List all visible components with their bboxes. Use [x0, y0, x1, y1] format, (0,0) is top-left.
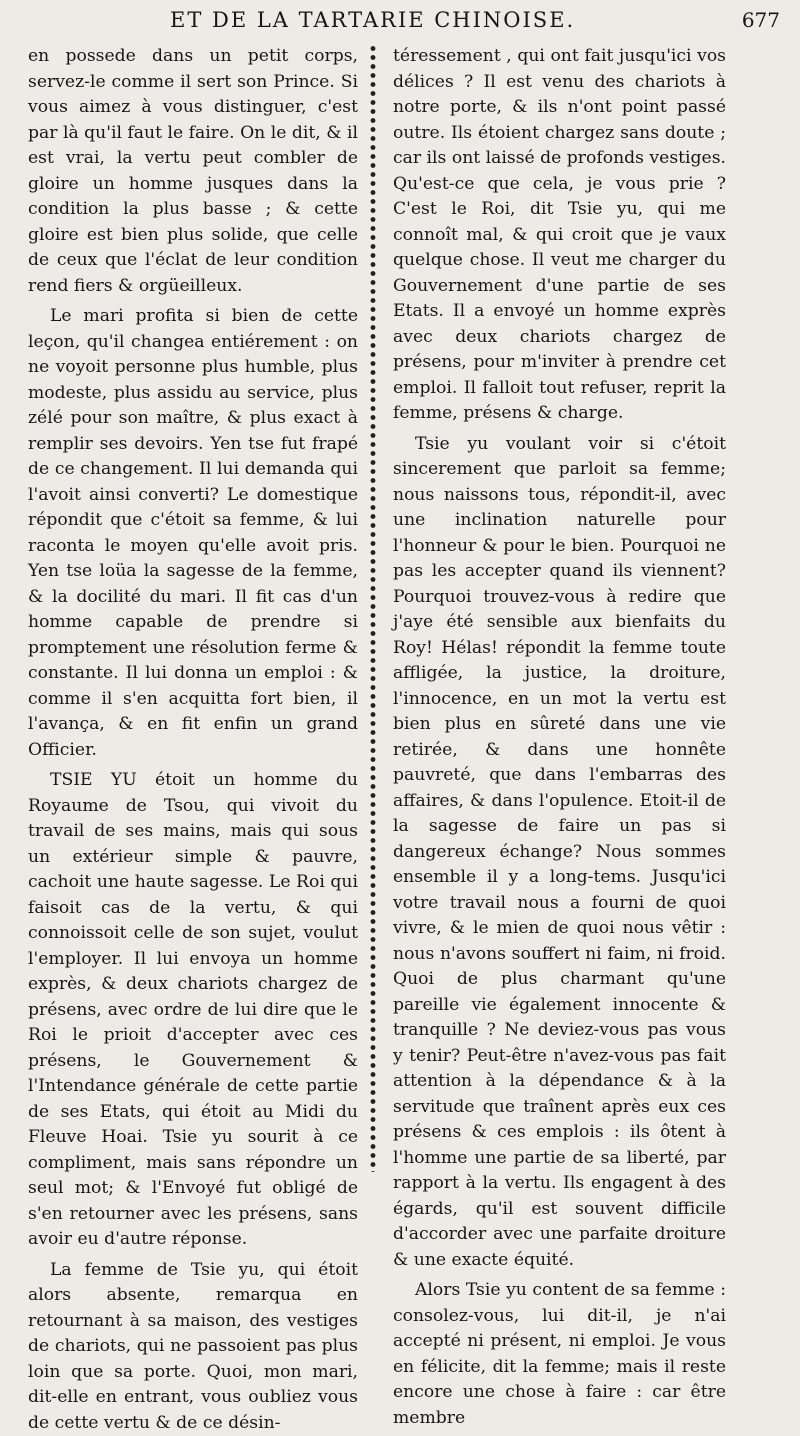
page-number: 677 [742, 8, 780, 32]
paragraph: Le mari profita si bien de cette leçon, qu'il changea entiérement : on ne voyoit personne plus humble, plus modeste, plus assidu au service, plus zélé pour son maître, & plus exact à remplir ses devoirs. Yen tse fut frapé de ce changement. Il lui demanda qui l'avoit ainsi converti? Le domestique répondit que c'étoit sa femme, & lui raconta le moyen qu'elle avoit pris. Yen tse loüa la sagesse de la femme, & la docilité du mari. Il fit cas d'un homme capable de prendre si promptement une résolution ferme & constante. Il lui donna un emploi : & comme il s'en acquitta fort bien, il l'avança, & en fit enfin un grand Officier. [28, 304, 358, 763]
paragraph: en possede dans un petit corps, servez-le comme il sert son Prince. Si vous aimez à vous distinguer, c'est par là qu'il faut le faire. On le dit, & il est vrai, la vertu peut combler de gloire un homme jusques dans la condition la plus basse ; & cette gloire est bien plus solide, que celle de ceux que l'éclat de leur condition rend fiers & orgüeilleux. [28, 44, 358, 299]
paragraph: La femme de Tsie yu, qui étoit alors absente, remarqua en retournant à sa maison, des vestiges de chariots, qui ne passoient pas plus loin que sa porte. Quoi, mon mari, dit-elle en entrant, vous oubliez vous de cette vertu & de ce désin- [28, 1258, 358, 1436]
right-column [393, 44, 726, 1431]
paragraph: téressement , qui ont fait jusqu'ici vos délices ? Il est venu des chariots à notre porte, & ils n'ont point passé outre. Ils étoient chargez sans doute ; car ils ont laissé de profonds vestiges. Qu'est-ce que cela, je vous prie ? C'est le Roi, dit Tsie yu, qui me connoît mal, & qui croit que je vaux quelque chose. Il veut me charger du Gouvernement d'une partie de ses Etats. Il a envoyé un homme exprès avec deux chariots chargez de présens, pour m'inviter à prendre cet emploi. Il falloit tout refuser, reprit la femme, présens & charge. [393, 44, 726, 427]
paragraph: Tsie yu voulant voir si c'étoit sincerement que parloit sa femme; nous naissons tous, répondit-il, avec une inclination naturelle pour l'honneur & pour le bien. Pourquoi ne pas les accepter quand ils viennent? Pourquoi trouvez-vous à redire que j'aye été sensible aux bienfaits du Roy! Hélas! répondit la femme toute affligée, la justice, la droiture, l'innocence, en un mot la vertu est bien plus en sûreté dans une vie retirée, & dans une honnête pauvreté, que dans l'embarras des affaires, & dans l'opulence. Etoit-il de la sagesse de faire un pas si dangereux échange? Nous sommes ensemble il y a long-tems. Jusqu'ici votre travail nous a fourni de quoi vivre, & le mien de quoi nous vêtir : nous n'avons souffert ni faim, ni froid. Quoi de plus charmant qu'une pareille vie également innocente & tranquille ? Ne deviez-vous pas vous y tenir? Peut-être n'avez-vous pas fait attention à la dépendance & à la servitude que traînent après eux ces présens & ces emplois : ils ôtent à l'homme une partie de sa liberté, par rapport à la vertu. Ils engagent à des égards, qu'il est souvent difficile d'accorder avec une parfaite droiture & une exacte équité. [393, 432, 726, 1274]
running-title: ET DE LA TARTARIE CHINOISE. [170, 8, 575, 32]
ornamental-column-divider [364, 44, 382, 1172]
running-head [70, 8, 790, 44]
paragraph: TSIE YU étoit un homme du Royaume de Tsou, qui vivoit du travail de ses mains, mais qui sous un extérieur simple & pauvre, cachoit une haute sagesse. Le Roi qui faisoit cas de la vertu, & qui connoissoit celle de son sujet, voulut l'employer. Il lui envoya un homme exprès, & deux chariots chargez de présens, avec ordre de lui dire que le Roi le prioit d'accepter avec ces présens, le Gouvernement & l'Intendance générale de cette partie de ses Etats, qui étoit au Midi du Fleuve Hoai. Tsie yu sourit à ce compliment, mais sans répondre un seul mot; & l'Envoyé fut obligé de s'en retourner avec les présens, sans avoir eu d'autre réponse. [28, 768, 358, 1253]
left-column [28, 44, 358, 1436]
paragraph: Alors Tsie yu content de sa femme : consolez-vous, lui dit-il, je n'ai accepté ni présent, ni emploi. Je vous en félicite, dit la femme; mais il reste encore une chose à faire : car être membre [393, 1278, 726, 1431]
